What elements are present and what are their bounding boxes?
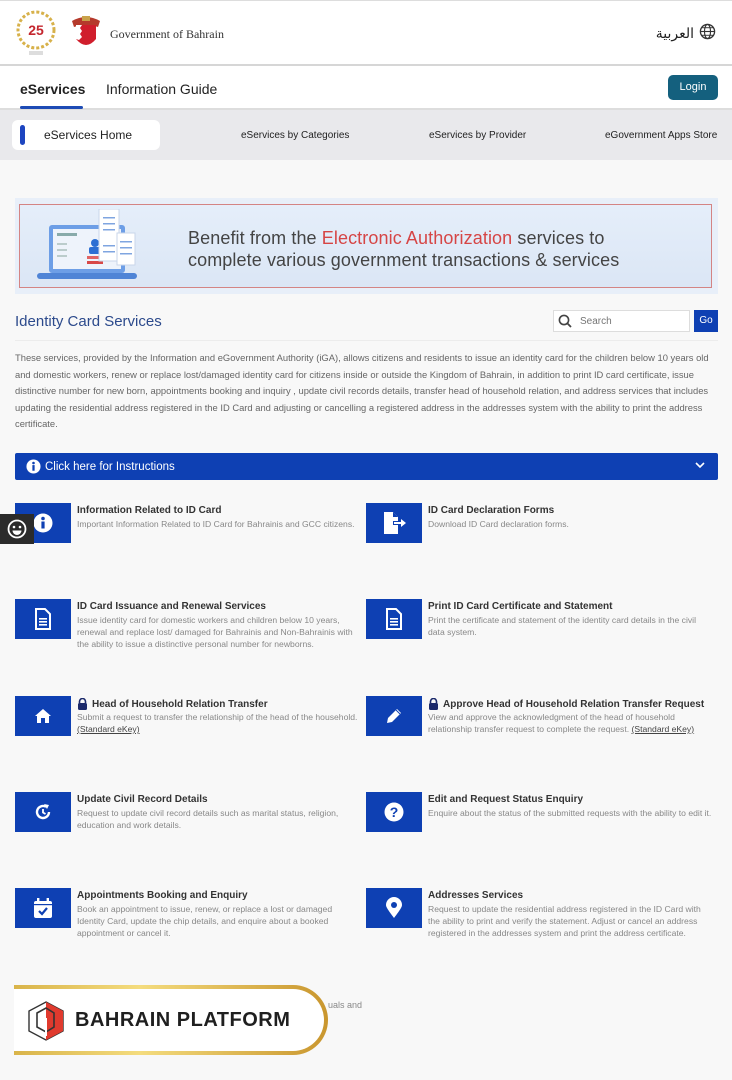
promo-banner[interactable]: [15, 198, 718, 294]
home-icon: [15, 696, 71, 736]
service-title: Update Civil Record Details: [77, 794, 208, 805]
lock-icon: [428, 698, 439, 710]
feedback-button[interactable]: [0, 514, 34, 544]
standard-ekey-link[interactable]: (Standard eKey): [631, 724, 695, 734]
service-title: ID Card Declaration Forms: [428, 505, 555, 516]
service-card-info-id[interactable]: [15, 503, 365, 563]
info-circle-icon: [26, 459, 41, 474]
service-title: Addresses Services: [428, 890, 524, 901]
service-title: Information Related to ID Card: [77, 505, 222, 516]
gov-title: Government of Bahrain: [110, 27, 224, 41]
banner-line2: complete various government transactions & services: [188, 250, 620, 270]
service-title: Appointments Booking and Enquiry: [77, 890, 248, 901]
service-title: Head of Household Relation Transfer: [77, 698, 268, 710]
page-title: Identity Card Services: [15, 313, 162, 330]
banner-text: [188, 227, 619, 271]
service-desc: Download ID Card declaration forms.: [428, 519, 569, 529]
banner-highlight: Electronic Authorization: [321, 228, 513, 248]
instructions-label: Click here for Instructions: [45, 460, 175, 473]
language-switch[interactable]: [656, 23, 716, 43]
bahrain-platform-text: BAHRAIN PLATFORM: [75, 1009, 291, 1031]
tab-eservices[interactable]: eServices: [20, 81, 86, 97]
service-title: ID Card Issuance and Renewal Services: [77, 601, 266, 612]
service-desc: Important Information Related to ID Card for Bahrainis and GCC citizens.: [77, 519, 355, 529]
service-desc: Print the certificate and statement of the identity card details in the civil data system.: [428, 615, 696, 637]
search-input[interactable]: [580, 316, 680, 327]
service-desc: Submit a request to transfer the relationship of the head of the household. (Standard eKey): [77, 712, 358, 734]
lock-icon: [77, 698, 88, 710]
service-card-addresses[interactable]: [366, 888, 716, 948]
globe-icon: [699, 23, 716, 43]
service-card-appointments[interactable]: [15, 888, 365, 948]
bahrain-platform-badge: [14, 989, 324, 1051]
chevron-down-icon: [694, 458, 706, 476]
tab-information-guide[interactable]: Information Guide: [106, 81, 218, 97]
search-icon: [558, 314, 572, 328]
service-card-update-civil-record[interactable]: [15, 792, 365, 852]
main-nav: [0, 66, 732, 110]
bahrain-coat-of-arms: [70, 13, 102, 53]
page-description: These services, provided by the Information and eGovernment Authority (iGA), allows citizens and residents to issue an identity card for the children below 10 years old and domestic workers, renew or replace lost/damaged identity card for citizens inside or outside the Kingdom of Bahrain, in addition to print ID card certificate, issue distinctive number for new born, appointments booking and inquiry , update civil records details, transfer head of household relation, and address services that includes updating the residential address registered in the ID Card and adjusting or cancelling a registered address in the addresses system with the ability to print the address certificate.: [15, 352, 709, 430]
subnav-by-categories[interactable]: eServices by Categories: [241, 130, 350, 141]
top-header: [0, 0, 732, 66]
anniversary-logo: [15, 10, 57, 58]
go-button[interactable]: Go: [694, 310, 718, 332]
document-icon: [366, 599, 422, 639]
search-field[interactable]: [553, 310, 690, 332]
bahrain-platform-overlay: [14, 985, 328, 1055]
service-card-status-enquiry[interactable]: [366, 792, 716, 852]
sub-nav: [0, 110, 732, 160]
service-card-household-transfer[interactable]: [15, 696, 365, 756]
standard-ekey-link[interactable]: (Standard eKey): [77, 724, 140, 734]
service-desc: Issue identity card for domestic workers and children below 10 years, renewal and replace lost/ damaged for Bahrainis and Non-Bahrainis with the ability to issue a distinctive personal number for newborns.: [77, 615, 353, 649]
refresh-clock-icon: [15, 792, 71, 832]
smiley-icon: [7, 519, 27, 539]
subnav-by-provider[interactable]: eServices by Provider: [429, 130, 527, 141]
active-tab-indicator: [20, 106, 83, 109]
file-export-icon: [366, 503, 422, 543]
subnav-apps-store[interactable]: eGovernment Apps Store: [605, 130, 718, 141]
service-desc: Enquire about the status of the submitted requests with the ability to edit it.: [428, 808, 712, 818]
service-desc: Book an appointment to issue, renew, or replace a lost or damaged Identity Card, update the chip details, and enquire about a booked appointment or cancel it.: [77, 904, 333, 938]
question-icon: [366, 792, 422, 832]
svg-text:?: ?: [389, 804, 399, 820]
bahrain-platform-logo: [27, 1001, 65, 1046]
service-desc: Request to update civil record details such as marital status, religion, education and work details.: [77, 808, 339, 830]
service-title: Approve Head of Household Relation Transfer Request: [428, 698, 704, 710]
login-button[interactable]: Login: [668, 75, 718, 100]
instructions-accordion[interactable]: [15, 453, 718, 480]
svg-text:25: 25: [28, 22, 44, 38]
calendar-check-icon: [15, 888, 71, 928]
divider: [15, 340, 718, 341]
subnav-eservices-home[interactable]: [12, 120, 160, 150]
hidden-service-desc-fragment: uals and: [328, 1000, 363, 1010]
service-title: Print ID Card Certificate and Statement: [428, 601, 613, 612]
banner-line1-post: services to: [512, 228, 605, 248]
pencil-icon: [366, 696, 422, 736]
service-title: Edit and Request Status Enquiry: [428, 794, 584, 805]
service-desc: View and approve the acknowledgment of the head of household relationship transfer request to complete the request. (Standard eKey): [428, 712, 695, 734]
language-label: العربية: [655, 24, 694, 41]
service-desc: Request to update the residential address registered in the ID Card with the ability to print and verify the statement. Adjust or cancel an address registered in the addresses system and print the address certificate.: [428, 904, 701, 938]
service-card-declaration-forms[interactable]: [366, 503, 716, 563]
banner-frame: [19, 204, 712, 288]
laptop-illustration: [37, 209, 141, 285]
document-icon: [15, 599, 71, 639]
active-indicator: [20, 125, 25, 145]
subnav-label: eServices Home: [44, 128, 133, 142]
service-card-issuance-renewal[interactable]: [15, 599, 365, 659]
service-card-print-certificate[interactable]: [366, 599, 716, 659]
service-card-approve-household-transfer[interactable]: [366, 696, 716, 756]
banner-line1-pre: Benefit from the: [188, 228, 322, 248]
map-pin-icon: [366, 888, 422, 928]
